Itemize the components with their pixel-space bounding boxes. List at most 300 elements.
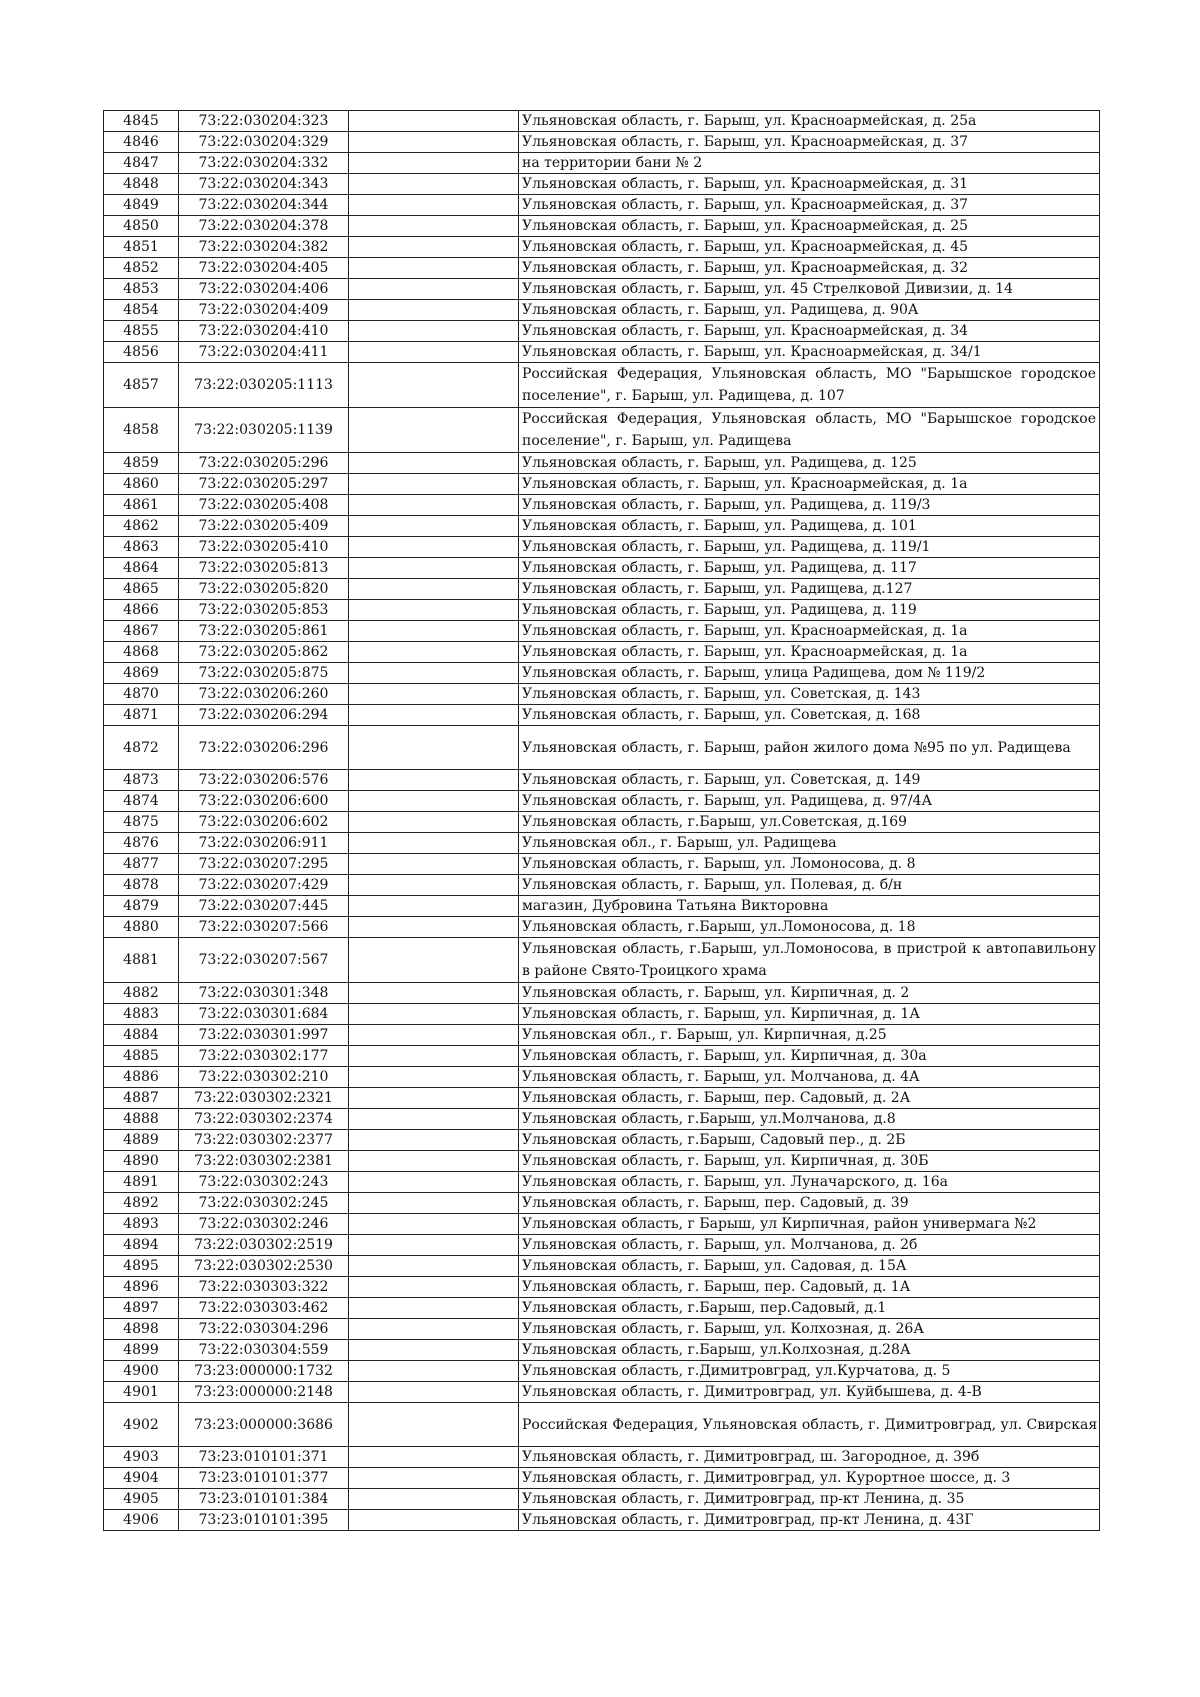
row-number-cell: 4900: [104, 1361, 179, 1382]
table-row: [104, 621, 1100, 642]
address-cell: Ульяновская область, г Барыш, ул Кирпичная, район универмага №2: [519, 1214, 1100, 1235]
row-number-cell: 4887: [104, 1088, 179, 1109]
table-row: [104, 258, 1100, 279]
cadastral-number-cell: 73:22:030204:382: [179, 237, 349, 258]
table-row: [104, 1151, 1100, 1172]
cadastral-number-cell: 73:22:030204:410: [179, 321, 349, 342]
row-number-cell: 4905: [104, 1489, 179, 1510]
row-number-cell: 4881: [104, 938, 179, 983]
address-cell: Российская Федерация, Ульяновская область, МО "Барышское городское поселение", г. Барыш, ул. Радищева, д. 107: [519, 363, 1100, 408]
address-cell: Ульяновская область, г. Барыш, ул. Советская, д. 168: [519, 705, 1100, 726]
row-number-cell: 4872: [104, 726, 179, 770]
table-row: [104, 132, 1100, 153]
row-number-cell: 4897: [104, 1298, 179, 1319]
empty-cell: [349, 684, 519, 705]
cadastral-number-cell: 73:22:030301:997: [179, 1025, 349, 1046]
cadastral-number-cell: 73:23:010101:371: [179, 1447, 349, 1468]
table-row: [104, 1298, 1100, 1319]
empty-cell: [349, 938, 519, 983]
cadastral-number-cell: 73:22:030301:684: [179, 1004, 349, 1025]
table-row: [104, 495, 1100, 516]
table-row: [104, 321, 1100, 342]
address-cell: Ульяновская область, г.Димитровград, ул.Курчатова, д. 5: [519, 1361, 1100, 1382]
empty-cell: [349, 917, 519, 938]
table-row: [104, 854, 1100, 875]
empty-cell: [349, 663, 519, 684]
address-cell: Ульяновская область, г. Барыш, ул. Красноармейская, д. 1а: [519, 621, 1100, 642]
address-cell: Ульяновская область, г. Барыш, ул. Полевая, д. б/н: [519, 875, 1100, 896]
table-row: [104, 1489, 1100, 1510]
row-number-cell: 4902: [104, 1403, 179, 1447]
table-row: [104, 1510, 1100, 1531]
cadastral-number-cell: 73:22:030302:246: [179, 1214, 349, 1235]
table-row: [104, 600, 1100, 621]
address-cell: Ульяновская область, г. Димитровград, ул. Куйбышева, д. 4-В: [519, 1382, 1100, 1403]
cadastral-number-cell: 73:22:030207:445: [179, 896, 349, 917]
cadastral-number-cell: 73:22:030302:243: [179, 1172, 349, 1193]
row-number-cell: 4889: [104, 1130, 179, 1151]
row-number-cell: 4891: [104, 1172, 179, 1193]
table-row: [104, 1025, 1100, 1046]
address-cell: Ульяновская область, г.Барыш, ул.Молчанова, д.8: [519, 1109, 1100, 1130]
address-cell: Ульяновская область, г. Барыш, ул. Советская, д. 149: [519, 770, 1100, 791]
row-number-cell: 4895: [104, 1256, 179, 1277]
empty-cell: [349, 854, 519, 875]
empty-cell: [349, 1046, 519, 1067]
row-number-cell: 4894: [104, 1235, 179, 1256]
cadastral-number-cell: 73:22:030207:566: [179, 917, 349, 938]
empty-cell: [349, 111, 519, 132]
cadastral-number-cell: 73:22:030205:861: [179, 621, 349, 642]
empty-cell: [349, 1004, 519, 1025]
cadastral-number-cell: 73:23:010101:384: [179, 1489, 349, 1510]
cadastral-number-cell: 73:22:030206:260: [179, 684, 349, 705]
address-cell: Ульяновская область, г. Барыш, ул. Красноармейская, д. 45: [519, 237, 1100, 258]
cadastral-number-cell: 73:22:030204:406: [179, 279, 349, 300]
row-number-cell: 4884: [104, 1025, 179, 1046]
empty-cell: [349, 1340, 519, 1361]
table-row: [104, 474, 1100, 495]
address-cell: Ульяновская область, г. Димитровград, пр-кт Ленина, д. 35: [519, 1489, 1100, 1510]
address-cell: Ульяновская область, г. Барыш, пер. Садовый, д. 2А: [519, 1088, 1100, 1109]
empty-cell: [349, 474, 519, 495]
row-number-cell: 4856: [104, 342, 179, 363]
cadastral-number-cell: 73:22:030207:429: [179, 875, 349, 896]
table-row: [104, 579, 1100, 600]
address-cell: Ульяновская область, г. Барыш, ул. Кирпичная, д. 2: [519, 983, 1100, 1004]
cadastral-number-cell: 73:22:030304:296: [179, 1319, 349, 1340]
table-row: [104, 342, 1100, 363]
empty-cell: [349, 705, 519, 726]
table-row: [104, 1235, 1100, 1256]
empty-cell: [349, 833, 519, 854]
row-number-cell: 4893: [104, 1214, 179, 1235]
empty-cell: [349, 321, 519, 342]
table-row: [104, 1046, 1100, 1067]
row-number-cell: 4853: [104, 279, 179, 300]
address-cell: Ульяновская область, г. Барыш, ул. Ломоносова, д. 8: [519, 854, 1100, 875]
cadastral-number-cell: 73:22:030206:576: [179, 770, 349, 791]
address-cell: Ульяновская область, г. Барыш, ул. Советская, д. 143: [519, 684, 1100, 705]
empty-cell: [349, 408, 519, 453]
row-number-cell: 4855: [104, 321, 179, 342]
cadastral-number-cell: 73:22:030204:405: [179, 258, 349, 279]
address-cell: Ульяновская область, г. Барыш, пер. Садовый, д. 39: [519, 1193, 1100, 1214]
empty-cell: [349, 1172, 519, 1193]
table-row: [104, 1277, 1100, 1298]
table-row: [104, 684, 1100, 705]
address-cell: Ульяновская область, г. Барыш, ул. Радищева, д. 117: [519, 558, 1100, 579]
address-cell: Ульяновская область, г. Барыш, ул. Красноармейская, д. 1а: [519, 642, 1100, 663]
cadastral-number-cell: 73:22:030303:462: [179, 1298, 349, 1319]
row-number-cell: 4859: [104, 453, 179, 474]
row-number-cell: 4850: [104, 216, 179, 237]
empty-cell: [349, 579, 519, 600]
empty-cell: [349, 132, 519, 153]
cadastral-number-cell: 73:22:030207:295: [179, 854, 349, 875]
cadastral-number-cell: 73:22:030302:2377: [179, 1130, 349, 1151]
cadastral-number-cell: 73:22:030205:1113: [179, 363, 349, 408]
address-cell: Ульяновская область, г. Барыш, ул. Садовая, д. 15А: [519, 1256, 1100, 1277]
row-number-cell: 4870: [104, 684, 179, 705]
empty-cell: [349, 195, 519, 216]
empty-cell: [349, 216, 519, 237]
address-cell: Ульяновская область, г. Барыш, ул. Молчанова, д. 2б: [519, 1235, 1100, 1256]
empty-cell: [349, 983, 519, 1004]
address-cell: Ульяновская область, г. Барыш, пер. Садовый, д. 1А: [519, 1277, 1100, 1298]
address-cell: Ульяновская область, г. Барыш, ул. Красноармейская, д. 37: [519, 132, 1100, 153]
empty-cell: [349, 1447, 519, 1468]
empty-cell: [349, 1256, 519, 1277]
property-table: [103, 110, 1100, 1531]
table-row: [104, 1004, 1100, 1025]
row-number-cell: 4892: [104, 1193, 179, 1214]
table-row: [104, 1319, 1100, 1340]
empty-cell: [349, 1067, 519, 1088]
address-cell: на территории бани № 2: [519, 153, 1100, 174]
row-number-cell: 4845: [104, 111, 179, 132]
cadastral-number-cell: 73:22:030204:332: [179, 153, 349, 174]
empty-cell: [349, 1510, 519, 1531]
cadastral-number-cell: 73:22:030204:343: [179, 174, 349, 195]
row-number-cell: 4882: [104, 983, 179, 1004]
address-cell: Ульяновская область, г. Барыш, ул. 45 Стрелковой Дивизии, д. 14: [519, 279, 1100, 300]
address-cell: Ульяновская область, г. Барыш, ул. Красноармейская, д. 32: [519, 258, 1100, 279]
cadastral-number-cell: 73:23:000000:2148: [179, 1382, 349, 1403]
empty-cell: [349, 279, 519, 300]
address-cell: Ульяновская область, г. Барыш, район жилого дома №95 по ул. Радищева: [519, 726, 1100, 770]
table-row: [104, 1447, 1100, 1468]
row-number-cell: 4860: [104, 474, 179, 495]
table-row: [104, 1088, 1100, 1109]
table-row: [104, 1340, 1100, 1361]
table-row: [104, 705, 1100, 726]
address-cell: Российская Федерация, Ульяновская область, МО "Барышское городское поселение", г. Барыш, ул. Радищева: [519, 408, 1100, 453]
cadastral-number-cell: 73:22:030206:600: [179, 791, 349, 812]
table-row: [104, 770, 1100, 791]
address-cell: Ульяновская область, г.Барыш, ул.Советская, д.169: [519, 812, 1100, 833]
table-row: [104, 833, 1100, 854]
table-row: [104, 917, 1100, 938]
cadastral-number-cell: 73:22:030205:813: [179, 558, 349, 579]
empty-cell: [349, 153, 519, 174]
empty-cell: [349, 1319, 519, 1340]
empty-cell: [349, 1088, 519, 1109]
row-number-cell: 4885: [104, 1046, 179, 1067]
row-number-cell: 4851: [104, 237, 179, 258]
table-row: [104, 1130, 1100, 1151]
empty-cell: [349, 258, 519, 279]
empty-cell: [349, 1109, 519, 1130]
address-cell: Ульяновская область, г. Барыш, ул. Молчанова, д. 4А: [519, 1067, 1100, 1088]
cadastral-number-cell: 73:23:010101:395: [179, 1510, 349, 1531]
table-row: [104, 1067, 1100, 1088]
row-number-cell: 4864: [104, 558, 179, 579]
table-row: [104, 111, 1100, 132]
table-row: [104, 812, 1100, 833]
table-row: [104, 1468, 1100, 1489]
address-cell: Ульяновская область, г.Барыш, ул.Ломоносова, в пристрой к автопавильону в районе Свято-Троицкого храма: [519, 938, 1100, 983]
row-number-cell: 4880: [104, 917, 179, 938]
address-cell: Ульяновская область, г.Барыш, ул.Колхозная, д.28А: [519, 1340, 1100, 1361]
empty-cell: [349, 1151, 519, 1172]
empty-cell: [349, 1193, 519, 1214]
address-cell: Ульяновская область, г. Димитровград, ул. Курортное шоссе, д. 3: [519, 1468, 1100, 1489]
row-number-cell: 4848: [104, 174, 179, 195]
row-number-cell: 4896: [104, 1277, 179, 1298]
address-cell: Ульяновская область, г. Барыш, ул. Красноармейская, д. 25: [519, 216, 1100, 237]
row-number-cell: 4849: [104, 195, 179, 216]
cadastral-number-cell: 73:22:030204:329: [179, 132, 349, 153]
row-number-cell: 4866: [104, 600, 179, 621]
cadastral-number-cell: 73:22:030206:294: [179, 705, 349, 726]
empty-cell: [349, 237, 519, 258]
table-row: [104, 300, 1100, 321]
empty-cell: [349, 875, 519, 896]
address-cell: Ульяновская область, г. Димитровград, ш. Загородное, д. 39б: [519, 1447, 1100, 1468]
cadastral-number-cell: 73:22:030204:323: [179, 111, 349, 132]
table-row: [104, 1193, 1100, 1214]
address-cell: Ульяновская область, г. Барыш, ул. Радищева, д. 119: [519, 600, 1100, 621]
cadastral-number-cell: 73:22:030206:602: [179, 812, 349, 833]
empty-cell: [349, 791, 519, 812]
row-number-cell: 4890: [104, 1151, 179, 1172]
cadastral-number-cell: 73:22:030205:862: [179, 642, 349, 663]
cadastral-number-cell: 73:22:030205:820: [179, 579, 349, 600]
cadastral-number-cell: 73:22:030304:559: [179, 1340, 349, 1361]
cadastral-number-cell: 73:22:030205:1139: [179, 408, 349, 453]
empty-cell: [349, 812, 519, 833]
empty-cell: [349, 770, 519, 791]
empty-cell: [349, 174, 519, 195]
table-row: [104, 1214, 1100, 1235]
row-number-cell: 4879: [104, 896, 179, 917]
cadastral-number-cell: 73:22:030302:177: [179, 1046, 349, 1067]
address-cell: Ульяновская область, г.Барыш, пер.Садовый, д.1: [519, 1298, 1100, 1319]
empty-cell: [349, 300, 519, 321]
row-number-cell: 4875: [104, 812, 179, 833]
row-number-cell: 4906: [104, 1510, 179, 1531]
cadastral-number-cell: 73:22:030204:344: [179, 195, 349, 216]
row-number-cell: 4857: [104, 363, 179, 408]
cadastral-number-cell: 73:22:030302:210: [179, 1067, 349, 1088]
cadastral-number-cell: 73:22:030302:2321: [179, 1088, 349, 1109]
address-cell: Ульяновская область, г. Барыш, ул. Радищева, д. 119/3: [519, 495, 1100, 516]
address-cell: Ульяновская обл., г. Барыш, ул. Кирпичная, д.25: [519, 1025, 1100, 1046]
cadastral-number-cell: 73:22:030206:911: [179, 833, 349, 854]
cadastral-number-cell: 73:22:030204:409: [179, 300, 349, 321]
table-row: [104, 875, 1100, 896]
table-row: [104, 1361, 1100, 1382]
address-cell: Ульяновская область, г. Барыш, ул. Кирпичная, д. 30Б: [519, 1151, 1100, 1172]
address-cell: Ульяновская область, г. Барыш, ул. Радищева, д. 97/4А: [519, 791, 1100, 812]
row-number-cell: 4878: [104, 875, 179, 896]
cadastral-number-cell: 73:23:000000:3686: [179, 1403, 349, 1447]
address-cell: Ульяновская область, г. Барыш, ул. Красноармейская, д. 31: [519, 174, 1100, 195]
table-row: [104, 453, 1100, 474]
row-number-cell: 4899: [104, 1340, 179, 1361]
cadastral-number-cell: 73:22:030302:2519: [179, 1235, 349, 1256]
address-cell: Ульяновская обл., г. Барыш, ул. Радищева: [519, 833, 1100, 854]
empty-cell: [349, 1214, 519, 1235]
table-row: [104, 938, 1100, 983]
row-number-cell: 4877: [104, 854, 179, 875]
row-number-cell: 4901: [104, 1382, 179, 1403]
table-row: [104, 153, 1100, 174]
address-cell: Ульяновская область, г. Барыш, ул. Луначарского, д. 16а: [519, 1172, 1100, 1193]
row-number-cell: 4888: [104, 1109, 179, 1130]
table-row: [104, 1382, 1100, 1403]
cadastral-number-cell: 73:22:030205:296: [179, 453, 349, 474]
address-cell: Ульяновская область, г. Димитровград, пр-кт Ленина, д. 43Г: [519, 1510, 1100, 1531]
empty-cell: [349, 558, 519, 579]
empty-cell: [349, 342, 519, 363]
table-row: [104, 516, 1100, 537]
empty-cell: [349, 726, 519, 770]
table-row: [104, 983, 1100, 1004]
address-cell: Ульяновская область, г. Барыш, ул. Красноармейская, д. 1а: [519, 474, 1100, 495]
table-row: [104, 537, 1100, 558]
table-row: [104, 663, 1100, 684]
empty-cell: [349, 1489, 519, 1510]
table-body: [104, 111, 1100, 1531]
table-row: [104, 408, 1100, 453]
table-row: [104, 1256, 1100, 1277]
empty-cell: [349, 453, 519, 474]
row-number-cell: 4874: [104, 791, 179, 812]
empty-cell: [349, 1277, 519, 1298]
empty-cell: [349, 516, 519, 537]
row-number-cell: 4883: [104, 1004, 179, 1025]
document-page: [103, 110, 1099, 1531]
address-cell: Ульяновская область, г.Барыш, ул.Ломоносова, д. 18: [519, 917, 1100, 938]
row-number-cell: 4852: [104, 258, 179, 279]
row-number-cell: 4873: [104, 770, 179, 791]
table-row: [104, 1109, 1100, 1130]
row-number-cell: 4865: [104, 579, 179, 600]
table-row: [104, 237, 1100, 258]
table-row: [104, 195, 1100, 216]
cadastral-number-cell: 73:22:030205:408: [179, 495, 349, 516]
address-cell: Ульяновская область, г. Барыш, ул. Красноармейская, д. 34: [519, 321, 1100, 342]
cadastral-number-cell: 73:22:030205:875: [179, 663, 349, 684]
table-row: [104, 279, 1100, 300]
cadastral-number-cell: 73:22:030205:853: [179, 600, 349, 621]
address-cell: Ульяновская область, г. Барыш, улица Радищева, дом № 119/2: [519, 663, 1100, 684]
table-row: [104, 1172, 1100, 1193]
cadastral-number-cell: 73:22:030204:411: [179, 342, 349, 363]
row-number-cell: 4868: [104, 642, 179, 663]
row-number-cell: 4854: [104, 300, 179, 321]
cadastral-number-cell: 73:22:030205:297: [179, 474, 349, 495]
row-number-cell: 4858: [104, 408, 179, 453]
empty-cell: [349, 537, 519, 558]
address-cell: Ульяновская область, г. Барыш, ул. Радищева, д. 119/1: [519, 537, 1100, 558]
address-cell: Ульяновская область, г.Барыш, Садовый пер., д. 2Б: [519, 1130, 1100, 1151]
cadastral-number-cell: 73:22:030205:409: [179, 516, 349, 537]
row-number-cell: 4898: [104, 1319, 179, 1340]
row-number-cell: 4886: [104, 1067, 179, 1088]
empty-cell: [349, 1130, 519, 1151]
empty-cell: [349, 1382, 519, 1403]
table-row: [104, 896, 1100, 917]
row-number-cell: 4847: [104, 153, 179, 174]
table-row: [104, 791, 1100, 812]
table-row: [104, 642, 1100, 663]
cadastral-number-cell: 73:22:030302:2530: [179, 1256, 349, 1277]
empty-cell: [349, 1025, 519, 1046]
row-number-cell: 4869: [104, 663, 179, 684]
address-cell: Ульяновская область, г. Барыш, ул. Красноармейская, д. 37: [519, 195, 1100, 216]
cadastral-number-cell: 73:22:030205:410: [179, 537, 349, 558]
address-cell: магазин, Дубровина Татьяна Викторовна: [519, 896, 1100, 917]
address-cell: Ульяновская область, г. Барыш, ул. Колхозная, д. 26А: [519, 1319, 1100, 1340]
address-cell: Ульяновская область, г. Барыш, ул. Красноармейская, д. 25а: [519, 111, 1100, 132]
empty-cell: [349, 1361, 519, 1382]
row-number-cell: 4876: [104, 833, 179, 854]
row-number-cell: 4871: [104, 705, 179, 726]
address-cell: Ульяновская область, г. Барыш, ул. Радищева, д. 101: [519, 516, 1100, 537]
empty-cell: [349, 1298, 519, 1319]
cadastral-number-cell: 73:22:030301:348: [179, 983, 349, 1004]
table-row: [104, 216, 1100, 237]
empty-cell: [349, 495, 519, 516]
cadastral-number-cell: 73:22:030303:322: [179, 1277, 349, 1298]
empty-cell: [349, 1403, 519, 1447]
cadastral-number-cell: 73:22:030204:378: [179, 216, 349, 237]
cadastral-number-cell: 73:22:030302:2374: [179, 1109, 349, 1130]
table-row: [104, 558, 1100, 579]
row-number-cell: 4903: [104, 1447, 179, 1468]
table-row: [104, 726, 1100, 770]
empty-cell: [349, 1468, 519, 1489]
address-cell: Ульяновская область, г. Барыш, ул. Радищева, д. 125: [519, 453, 1100, 474]
cadastral-number-cell: 73:22:030302:245: [179, 1193, 349, 1214]
address-cell: Ульяновская область, г. Барыш, ул. Кирпичная, д. 1А: [519, 1004, 1100, 1025]
empty-cell: [349, 363, 519, 408]
cadastral-number-cell: 73:22:030302:2381: [179, 1151, 349, 1172]
cadastral-number-cell: 73:23:010101:377: [179, 1468, 349, 1489]
address-cell: Ульяновская область, г. Барыш, ул. Кирпичная, д. 30а: [519, 1046, 1100, 1067]
empty-cell: [349, 621, 519, 642]
row-number-cell: 4846: [104, 132, 179, 153]
cadastral-number-cell: 73:22:030206:296: [179, 726, 349, 770]
empty-cell: [349, 896, 519, 917]
cadastral-number-cell: 73:23:000000:1732: [179, 1361, 349, 1382]
table-row: [104, 363, 1100, 408]
address-cell: Российская Федерация, Ульяновская область, г. Димитровград, ул. Свирская: [519, 1403, 1100, 1447]
address-cell: Ульяновская область, г. Барыш, ул. Радищева, д.127: [519, 579, 1100, 600]
